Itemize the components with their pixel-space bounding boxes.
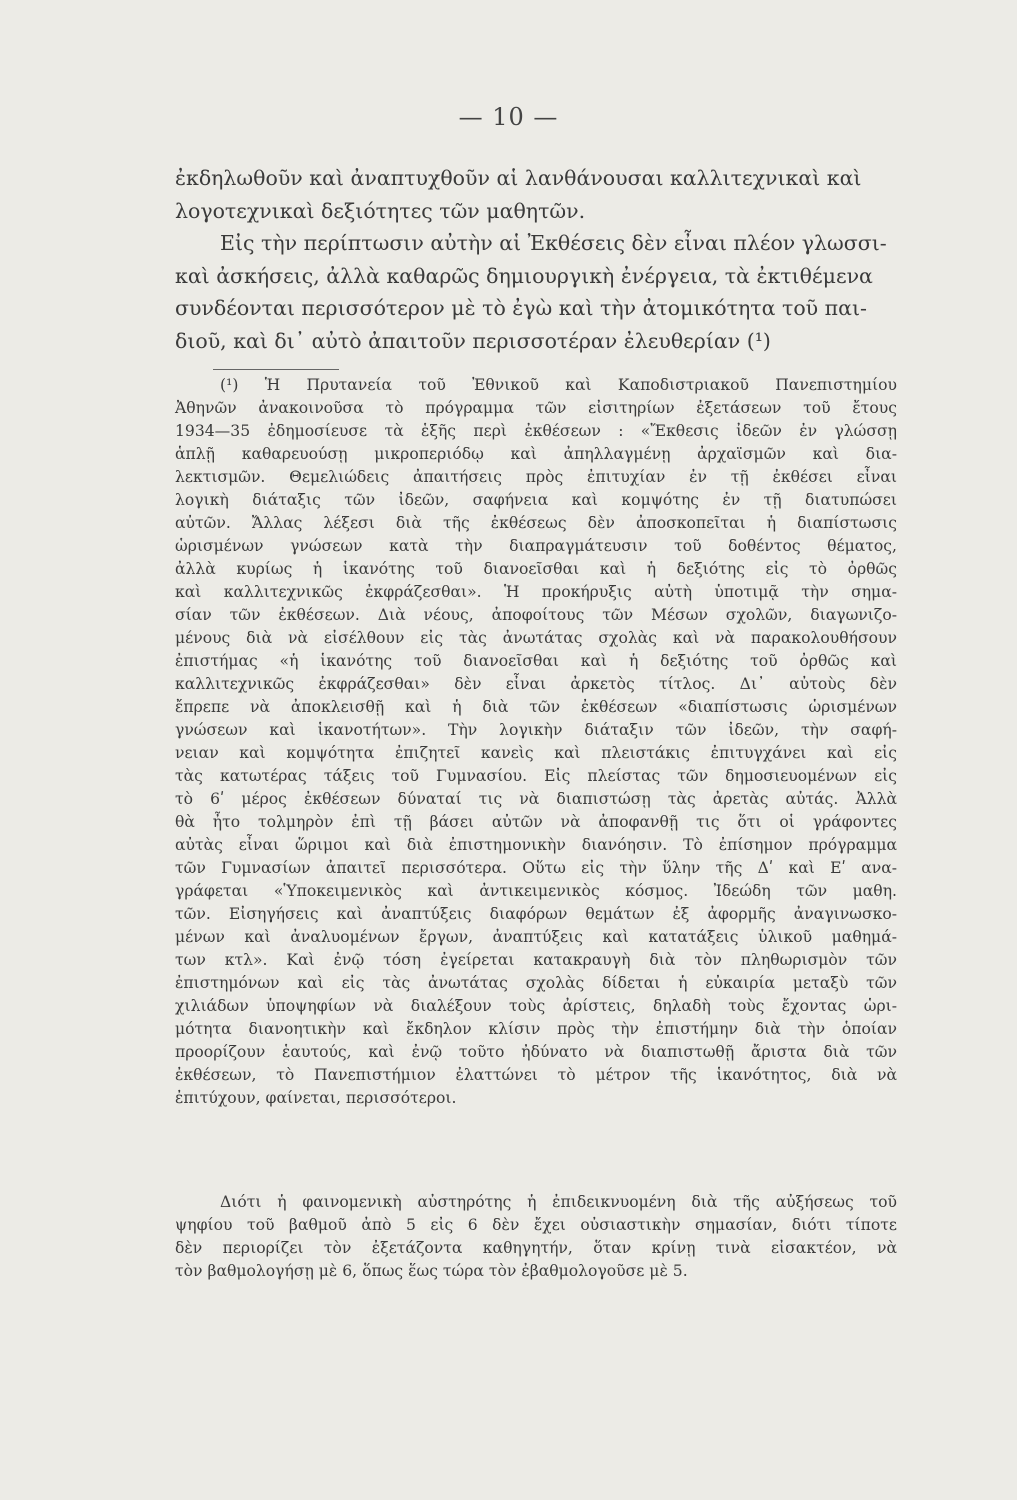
footnote-line: σίαν τῶν ἐκθέσεων. Διὰ νέους, ἀποφοίτους τῶν Μέσων σχολῶν, διαγωνιζο- — [175, 606, 897, 624]
footnote-line: προορίζουν ἑαυτούς, καὶ ἐνῷ τοῦτο ἠδύνατο νὰ διαπιστωθῇ ἄριστα διὰ τῶν — [175, 1043, 897, 1061]
footnote-line: αὐτὰς εἶναι ὥριμοι καὶ διὰ ἐπιστημονικὴν διανόησιν. Τὸ ἐπίσημον πρόγραμμα — [175, 836, 897, 854]
footnote-line: γράφεται «Ὑποκειμενικὸς καὶ ἀντικειμενικὸς κόσμος. Ἰδεώδη τῶν μαθη. — [175, 882, 897, 900]
footnote-line: γνώσεων καὶ ἱκανοτήτων». Τὴν λογικὴν διάταξιν τῶν ἰδεῶν, τὴν σαφή- — [175, 721, 897, 739]
footnote-line: ὡρισμένων γνώσεων κατὰ τὴν διαπραγμάτευσιν τοῦ δοθέντος θέματος, — [175, 537, 897, 555]
footnote-line: αὐτῶν. Ἄλλας λέξεσι διὰ τῆς ἐκθέσεως δὲν ἀποσκοπεῖται ἡ διαπίστωσις — [175, 514, 897, 532]
footnote-line: Ἀθηνῶν ἀνακοινοῦσα τὸ πρόγραμμα τῶν εἰσιτηρίων ἐξετάσεων τοῦ ἔτους — [175, 399, 897, 417]
body-line: λογοτεχνικαὶ δεξιότητες τῶν μαθητῶν. — [175, 198, 586, 223]
footnote-line: ἐπιστήμας «ἡ ἱκανότης τοῦ διανοεῖσθαι καὶ ἡ δεξιότης τοῦ ὀρθῶς καὶ — [175, 652, 897, 670]
footnote-line: τῶν. Εἰσηγήσεις καὶ ἀναπτύξεις διαφόρων θεμάτων ἐξ ἀφορμῆς ἀναγινωσκο- — [175, 905, 897, 923]
footnote-line: ψηφίου τοῦ βαθμοῦ ἀπὸ 5 εἰς 6 δὲν ἔχει οὐσιαστικὴν σημασίαν, διότι τίποτε — [175, 1216, 897, 1234]
footnote-line: (¹) Ἡ Πρυτανεία τοῦ Ἐθνικοῦ καὶ Καποδιστριακοῦ Πανεπιστημίου — [220, 376, 897, 394]
footnote-line: τῶν Γυμνασίων ἀπαιτεῖ περισσότερα. Οὕτω εἰς τὴν ὕλην τῆς Δʹ καὶ Εʹ ανα- — [175, 859, 897, 877]
footnote-line: ἐπιστημόνων καὶ εἰς τὰς ἀνωτάτας σχολὰς δίδεται ἡ εὐκαιρία μεταξὺ τῶν — [175, 974, 897, 992]
footnote-line: Διότι ἡ φαινομενικὴ αὐστηρότης ἡ ἐπιδεικνυομένη διὰ τῆς αὐξήσεως τοῦ — [220, 1193, 897, 1211]
footnote-line: τὸν βαθμολογήσῃ μὲ 6, ὅπως ἕως τώρα τὸν ἐβαθμολογοῦσε μὲ 5. — [175, 1262, 688, 1280]
footnote-line: τὰς κατωτέρας τάξεις τοῦ Γυμνασίου. Εἰς πλείστας τῶν δημοσιευομένων εἰς — [175, 767, 897, 785]
body-line: καὶ ἀσκήσεις, ἀλλὰ καθαρῶς δημιουργικὴ ἐνέργεια, τὰ ἐκτιθέμενα — [175, 263, 873, 288]
footnote-line: λογικὴ διάταξις τῶν ἰδεῶν, σαφήνεια καὶ κομψότης ἐν τῇ διατυπώσει — [175, 491, 897, 509]
footnote-line: ἐπιτύχουν, φαίνεται, περισσότεροι. — [175, 1089, 457, 1107]
footnote-line: τὸ 6ʹ μέρος ἐκθέσεων δύναταί τις νὰ διαπιστώσῃ τὰς ἀρετὰς αὐτάς. Ἀλλὰ — [175, 790, 897, 808]
footnote-line: ἀλλὰ κυρίως ἡ ἱκανότης τοῦ διανοεῖσθαι καὶ ἡ δεξιότης εἰς τὸ ὀρθῶς — [175, 560, 897, 578]
footnote-line: καλλιτεχνικῶς ἐκφράζεσθαι» δὲν εἶναι ἀρκετὸς τίτλος. Δι᾿ αὐτοὺς δὲν — [175, 675, 897, 693]
footnote-line: νειαν καὶ κομψότητα ἐπιζητεῖ κανεὶς καὶ πλειστάκις ἐπιτυγχάνει καὶ εἰς — [175, 744, 897, 762]
footnote-line: μότητα διανοητικὴν καὶ ἔκδηλον κλίσιν πρὸς τὴν ἐπιστήμην διὰ τὴν ὁποίαν — [175, 1020, 897, 1038]
footnote-line: 1934—35 ἐδημοσίευσε τὰ ἑξῆς περὶ ἐκθέσεων : «Ἔκθεσις ἰδεῶν ἐν γλώσσῃ — [175, 422, 897, 440]
body-line: ἐκδηλωθοῦν καὶ ἀναπτυχθοῦν αἱ λανθάνουσαι καλλιτεχνικαὶ καὶ — [175, 166, 862, 190]
body-line: Εἰς τὴν περίπτωσιν αὐτὴν αἱ Ἐκθέσεις δὲν εἶναι πλέον γλωσσι- — [220, 231, 887, 255]
page-number: — 10 — — [458, 103, 559, 131]
body-line: διοῦ, καὶ δι᾿ αὐτὸ ἀπαιτοῦν περισσοτέραν ἐλευθερίαν (¹) — [175, 328, 771, 353]
footnote-line: ἐκθέσεων, τὸ Πανεπιστήμιον ἐλαττώνει τὸ μέτρον τῆς ἱκανότητος, διὰ νὰ — [175, 1066, 897, 1084]
footnote — [175, 374, 897, 1110]
footnote-line: καὶ καλλιτεχνικῶς ἐκφράζεσθαι». Ἡ προκήρυξις αὐτὴ ὑποτιμᾷ τὴν σημα- — [175, 583, 897, 601]
footnote-line: χιλιάδων ὑποψηφίων νὰ διαλέξουν τοὺς ἀρίστεις, δηλαδὴ τοὺς ἔχοντας ὡρι- — [175, 997, 897, 1015]
footnote-line: λεκτισμῶν. Θεμελιώδεις ἀπαιτήσεις πρὸς ἐπιτυχίαν ἐν τῇ ἐκθέσει εἶναι — [175, 468, 897, 486]
footnote-separator — [213, 369, 339, 370]
main-paragraph — [175, 162, 897, 357]
footnote-line: ἔπρεπε νὰ ἀποκλεισθῇ καὶ ἡ διὰ τῶν ἐκθέσεων «διαπίστωσις ὡρισμένων — [175, 698, 897, 716]
footnote-line: ἁπλῇ καθαρευούσῃ μικροπεριόδῳ καὶ ἀπηλλαγμένῃ ἀρχαϊσμῶν καὶ δια- — [175, 445, 897, 463]
footnote-paragraph-2 — [175, 1191, 897, 1283]
footnote-line: δὲν περιορίζει τὸν ἐξετάζοντα καθηγητήν, ὅταν κρίνῃ τινὰ εἰσακτέον, νὰ — [175, 1239, 897, 1257]
footnote-line: των κτλ». Καὶ ἐνῷ τόση ἐγείρεται κατακραυγὴ διὰ τὸν πληθωρισμὸν τῶν — [175, 951, 897, 969]
body-line: συνδέονται περισσότερον μὲ τὸ ἐγὼ καὶ τὴν ἀτομικότητα τοῦ παι- — [175, 296, 867, 320]
footnote-line: μένων καὶ ἀναλυομένων ἔργων, ἀναπτύξεις καὶ κατατάξεις ὑλικοῦ μαθημά- — [175, 928, 897, 946]
footnote-line: θὰ ἦτο τολμηρὸν ἐπὶ τῇ βάσει αὐτῶν νὰ ἀποφανθῇ τις ὅτι οἱ γράφοντες — [175, 813, 897, 831]
footnote-line: μένους διὰ νὰ εἰσέλθουν εἰς τὰς ἀνωτάτας σχολὰς καὶ νὰ παρακολουθήσουν — [175, 629, 897, 647]
